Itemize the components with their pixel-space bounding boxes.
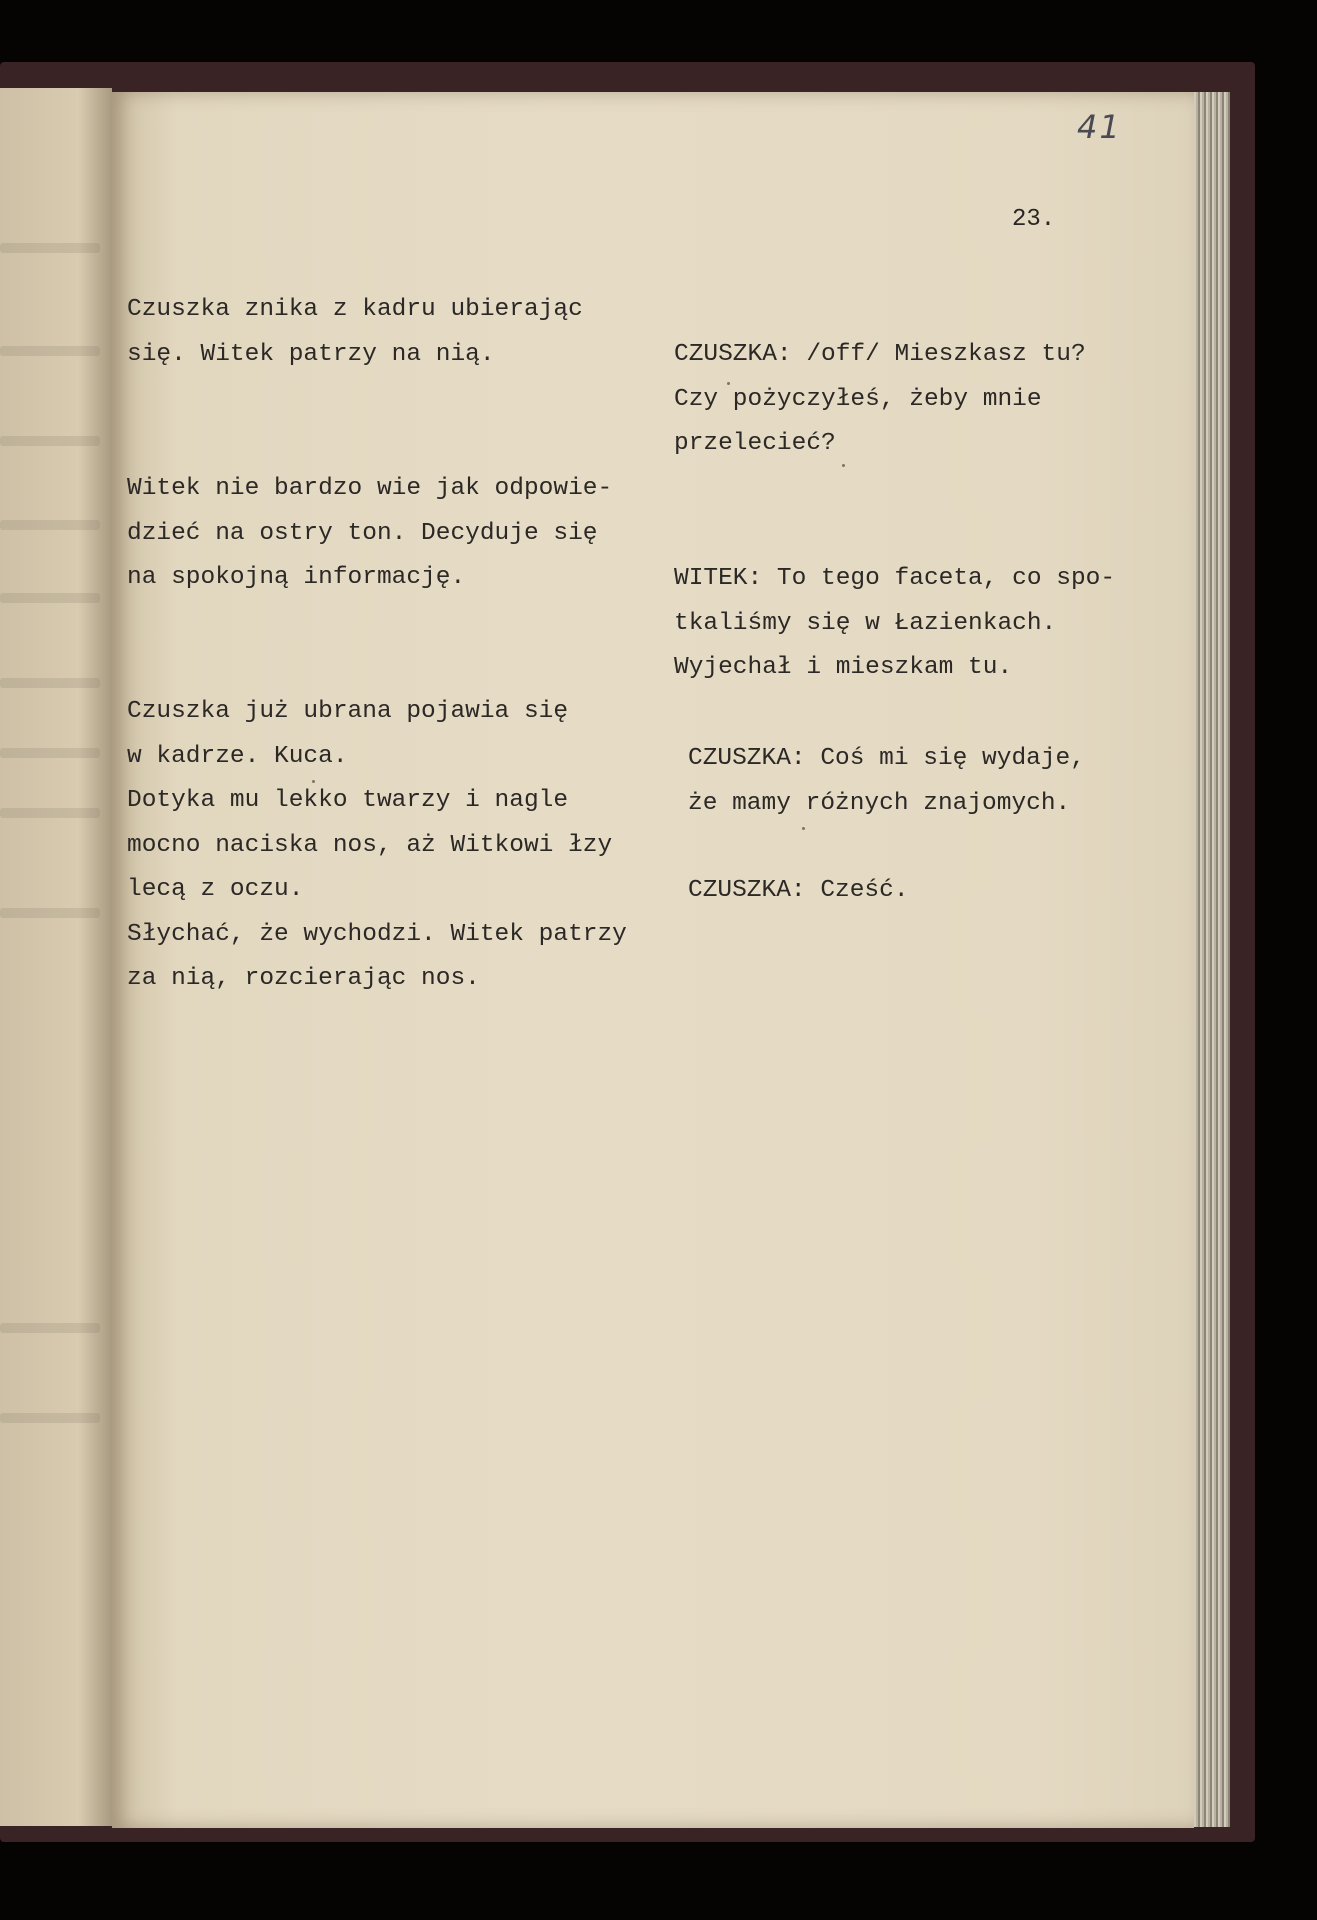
- stage-direction-2: [127, 467, 612, 601]
- stage-direction-line: na spokojną informację.: [127, 564, 466, 591]
- handwritten-folio-number: 41: [1077, 108, 1122, 146]
- dialogue-3: [688, 737, 1085, 826]
- dialogue-4: [688, 869, 909, 914]
- stage-direction-1: [127, 288, 583, 377]
- dialogue-line: CZUSZKA: /off/ Mieszkasz tu?: [674, 341, 1086, 368]
- dialogue-line: Czy pożyczyłeś, żeby mnie: [674, 385, 1042, 413]
- stage-direction-line: się. Witek patrzy na nią.: [127, 340, 495, 368]
- page-stack-edge: [1190, 92, 1230, 1827]
- stage-direction-3: [127, 690, 627, 1002]
- left-page-edge: [0, 88, 112, 1826]
- dialogue-line: że mamy różnych znajomych.: [688, 789, 1071, 817]
- dialogue-line: CZUSZKA: Coś mi się wydaje,: [688, 745, 1085, 772]
- dialogue-line: przelecieć?: [674, 430, 836, 457]
- page-number: 23.: [1012, 206, 1056, 233]
- dialogue-1: [674, 333, 1086, 467]
- dialogue-2: [674, 557, 1115, 691]
- stage-direction-line: Czuszka już ubrana pojawia się: [127, 698, 569, 725]
- stage-direction-line: Słychać, że wychodzi. Witek patrzy: [127, 920, 627, 948]
- dialogue-line: WITEK: To tego faceta, co spo-: [674, 565, 1116, 592]
- dialogue-line: CZUSZKA: Cześć.: [688, 877, 909, 904]
- stage-direction-line: w kadrze. Kuca.: [127, 742, 348, 770]
- stage-direction-line: Czuszka znika z kadru ubierając: [127, 296, 583, 323]
- stage-direction-line: za nią, rozcierając nos.: [127, 965, 480, 992]
- document-page: [112, 92, 1194, 1828]
- stage-direction-line: dzieć na ostry ton. Decyduje się: [127, 519, 598, 547]
- stage-direction-line: Witek nie bardzo wie jak odpowie-: [127, 475, 613, 502]
- dialogue-line: Wyjechał i mieszkam tu.: [674, 654, 1013, 681]
- stage-direction-line: lecą z oczu.: [127, 876, 304, 903]
- stage-direction-line: mocno naciska nos, aż Witkowi łzy: [127, 831, 613, 859]
- dialogue-line: tkaliśmy się w Łazienkach.: [674, 609, 1057, 637]
- stage-direction-line: Dotyka mu lekko twarzy i nagle: [127, 787, 569, 814]
